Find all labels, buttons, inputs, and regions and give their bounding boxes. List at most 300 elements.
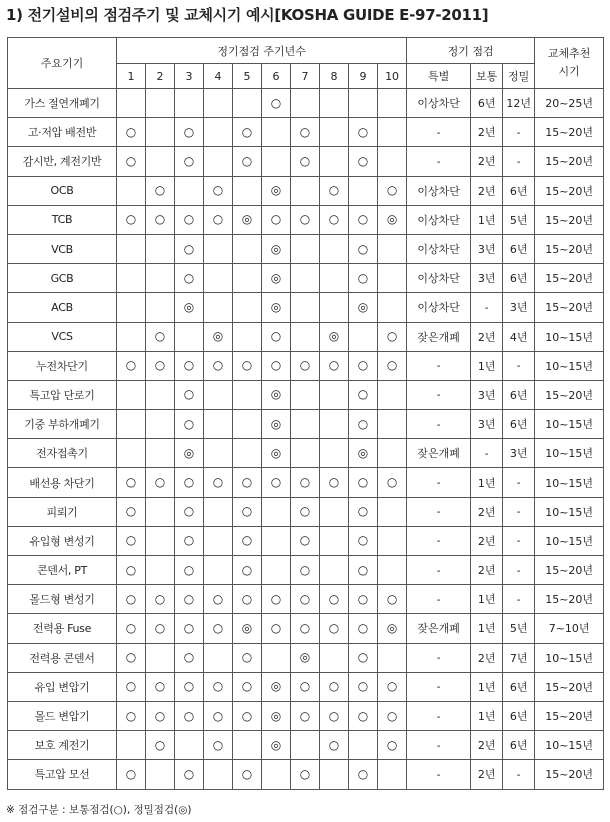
cycle-cell-year-1 [117,293,146,322]
inspection-mark: ◎ [299,650,311,665]
inspection-mark: ○ [299,504,311,519]
equipment-name: 콘덴서, PT [8,556,117,585]
header-main-equipment: 주요기기 [8,38,117,89]
normal-inspection: 2년 [471,643,503,672]
special-inspection: - [407,410,471,439]
cycle-cell-year-3 [175,351,204,380]
special-inspection: - [407,760,471,789]
inspection-mark: ○ [299,212,311,227]
replacement-period: 10~15년 [535,731,604,760]
replacement-period: 10~15년 [535,439,604,468]
cycle-cell-year-7 [291,118,320,147]
inspection-mark: ○ [328,358,340,373]
cycle-cell-year-5 [233,322,262,351]
equipment-name: 보호 계전기 [8,731,117,760]
table-row [8,643,604,672]
cycle-cell-year-7 [291,439,320,468]
equipment-name: 전력용 콘덴서 [8,643,117,672]
cycle-cell-year-1 [117,556,146,585]
special-inspection: - [407,701,471,730]
inspection-mark: ○ [212,679,224,694]
cycle-cell-year-7 [291,497,320,526]
replacement-period: 15~20년 [535,556,604,585]
cycle-cell-year-6 [262,234,291,263]
header-year-2: 2 [146,64,175,89]
equipment-name: 누전차단기 [8,351,117,380]
header-precise: 정밀 [503,64,535,89]
inspection-mark: ○ [328,183,340,198]
cycle-cell-year-3 [175,497,204,526]
cycle-cell-year-10 [378,497,407,526]
inspection-mark: ○ [328,591,340,606]
cycle-cell-year-2 [146,118,175,147]
cycle-cell-year-8 [320,176,349,205]
cycle-cell-year-7 [291,760,320,789]
replacement-period: 10~15년 [535,410,604,439]
header-inspection-cycle: 정기점검 주기년수 [117,38,407,64]
inspection-mark: ○ [212,212,224,227]
cycle-cell-year-10 [378,468,407,497]
cycle-cell-year-9 [349,410,378,439]
cycle-cell-year-4 [204,118,233,147]
cycle-cell-year-4 [204,410,233,439]
special-inspection: - [407,526,471,555]
cycle-cell-year-7 [291,556,320,585]
inspection-mark: ○ [357,562,369,577]
inspection-mark: ○ [183,533,195,548]
cycle-cell-year-10 [378,614,407,643]
header-year-10: 10 [378,64,407,89]
cycle-cell-year-5 [233,585,262,614]
inspection-mark: ○ [154,358,166,373]
cycle-cell-year-7 [291,410,320,439]
equipment-name: TCB [8,205,117,234]
cycle-cell-year-9 [349,147,378,176]
cycle-cell-year-1 [117,585,146,614]
cycle-cell-year-6 [262,351,291,380]
cycle-cell-year-5 [233,293,262,322]
inspection-mark: ○ [241,766,253,781]
table-row [8,585,604,614]
cycle-cell-year-10 [378,322,407,351]
normal-inspection: - [471,293,503,322]
cycle-cell-year-7 [291,526,320,555]
inspection-mark: ○ [183,504,195,519]
cycle-cell-year-6 [262,89,291,118]
cycle-cell-year-8 [320,264,349,293]
inspection-mark: ○ [183,358,195,373]
header-year-8: 8 [320,64,349,89]
special-inspection: 이상차단 [407,205,471,234]
precise-inspection: - [503,585,535,614]
cycle-cell-year-10 [378,234,407,263]
cycle-cell-year-9 [349,205,378,234]
cycle-cell-year-6 [262,585,291,614]
table-row [8,176,604,205]
inspection-mark: ○ [212,620,224,635]
inspection-mark: ○ [183,650,195,665]
cycle-cell-year-1 [117,176,146,205]
equipment-name: VCB [8,234,117,263]
inspection-mark: ○ [270,475,282,490]
cycle-cell-year-7 [291,351,320,380]
precise-inspection: 4년 [503,322,535,351]
replacement-period: 15~20년 [535,701,604,730]
cycle-cell-year-2 [146,701,175,730]
inspection-mark: ○ [357,650,369,665]
precise-inspection: - [503,468,535,497]
cycle-cell-year-5 [233,351,262,380]
cycle-cell-year-4 [204,701,233,730]
inspection-mark: ○ [183,153,195,168]
inspection-mark: ○ [154,737,166,752]
inspection-mark: ○ [270,358,282,373]
normal-inspection: 2년 [471,322,503,351]
cycle-cell-year-9 [349,264,378,293]
cycle-cell-year-9 [349,439,378,468]
cycle-cell-year-7 [291,672,320,701]
replacement-period: 15~20년 [535,585,604,614]
inspection-mark: ○ [212,475,224,490]
cycle-cell-year-6 [262,760,291,789]
inspection-mark: ○ [299,475,311,490]
table-row [8,380,604,409]
inspection-mark: ○ [212,358,224,373]
precise-inspection: - [503,760,535,789]
inspection-mark: ○ [183,241,195,256]
cycle-cell-year-8 [320,234,349,263]
cycle-cell-year-7 [291,468,320,497]
cycle-cell-year-2 [146,643,175,672]
cycle-cell-year-6 [262,380,291,409]
inspection-mark: ○ [241,650,253,665]
inspection-mark: ○ [357,679,369,694]
cycle-cell-year-9 [349,556,378,585]
cycle-cell-year-5 [233,731,262,760]
cycle-cell-year-4 [204,526,233,555]
cycle-cell-year-3 [175,526,204,555]
table-row [8,672,604,701]
cycle-cell-year-6 [262,439,291,468]
cycle-cell-year-4 [204,147,233,176]
cycle-cell-year-1 [117,380,146,409]
special-inspection: 잦은개폐 [407,614,471,643]
precise-inspection: 6년 [503,264,535,293]
table-row [8,439,604,468]
inspection-mark: ○ [357,620,369,635]
inspection-mark: ◎ [270,708,282,723]
normal-inspection: 1년 [471,351,503,380]
cycle-cell-year-4 [204,672,233,701]
special-inspection: - [407,643,471,672]
inspection-mark: ○ [357,358,369,373]
equipment-name: VCS [8,322,117,351]
cycle-cell-year-5 [233,439,262,468]
cycle-cell-year-5 [233,118,262,147]
cycle-cell-year-8 [320,380,349,409]
cycle-cell-year-3 [175,322,204,351]
normal-inspection: 2년 [471,497,503,526]
cycle-cell-year-2 [146,497,175,526]
equipment-name: 특고압 모선 [8,760,117,789]
cycle-cell-year-4 [204,585,233,614]
cycle-cell-year-3 [175,643,204,672]
cycle-cell-year-9 [349,526,378,555]
inspection-mark: ◎ [212,329,224,344]
inspection-mark: ○ [299,708,311,723]
precise-inspection: 7년 [503,643,535,672]
cycle-cell-year-1 [117,614,146,643]
cycle-cell-year-8 [320,731,349,760]
cycle-cell-year-2 [146,380,175,409]
cycle-cell-year-6 [262,293,291,322]
inspection-mark: ○ [154,620,166,635]
precise-inspection: - [503,147,535,176]
special-inspection: - [407,380,471,409]
cycle-cell-year-4 [204,614,233,643]
inspection-mark: ◎ [357,299,369,314]
cycle-cell-year-7 [291,585,320,614]
inspection-mark: ◎ [241,212,253,227]
precise-inspection: 6년 [503,234,535,263]
special-inspection: 이상차단 [407,176,471,205]
special-inspection: - [407,468,471,497]
replacement-period: 15~20년 [535,264,604,293]
cycle-cell-year-10 [378,264,407,293]
inspection-mark: ○ [270,329,282,344]
cycle-cell-year-10 [378,701,407,730]
inspection-mark: ○ [183,212,195,227]
inspection-mark: ◎ [270,387,282,402]
inspection-mark: ○ [154,708,166,723]
cycle-cell-year-8 [320,556,349,585]
cycle-cell-year-6 [262,614,291,643]
inspection-mark: ○ [386,591,398,606]
cycle-cell-year-1 [117,468,146,497]
inspection-mark: ○ [241,475,253,490]
cycle-cell-year-3 [175,556,204,585]
inspection-mark: ◎ [183,299,195,314]
inspection-mark: ○ [357,591,369,606]
table-row [8,293,604,322]
cycle-cell-year-4 [204,351,233,380]
cycle-cell-year-8 [320,672,349,701]
inspection-mark: ○ [125,679,137,694]
cycle-cell-year-6 [262,731,291,760]
table-row [8,701,604,730]
cycle-cell-year-9 [349,672,378,701]
cycle-cell-year-5 [233,672,262,701]
cycle-cell-year-8 [320,760,349,789]
inspection-table [7,37,604,790]
normal-inspection: 2년 [471,556,503,585]
normal-inspection: 2년 [471,760,503,789]
cycle-cell-year-2 [146,410,175,439]
cycle-cell-year-2 [146,760,175,789]
cycle-cell-year-2 [146,89,175,118]
table-row [8,760,604,789]
cycle-cell-year-2 [146,439,175,468]
inspection-mark: ○ [183,270,195,285]
inspection-mark: ○ [183,387,195,402]
precise-inspection: 6년 [503,701,535,730]
inspection-mark: ○ [125,504,137,519]
cycle-cell-year-1 [117,89,146,118]
precise-inspection: 6년 [503,731,535,760]
special-inspection: 이상차단 [407,264,471,293]
inspection-mark: ○ [328,212,340,227]
table-row [8,118,604,147]
inspection-mark: ○ [183,416,195,431]
normal-inspection: 3년 [471,380,503,409]
cycle-cell-year-2 [146,731,175,760]
cycle-cell-year-6 [262,701,291,730]
inspection-mark: ○ [299,591,311,606]
cycle-cell-year-10 [378,147,407,176]
cycle-cell-year-9 [349,293,378,322]
equipment-name: 유입형 변성기 [8,526,117,555]
cycle-cell-year-6 [262,643,291,672]
precise-inspection: 5년 [503,205,535,234]
cycle-cell-year-7 [291,147,320,176]
inspection-mark: ○ [328,708,340,723]
normal-inspection: 6년 [471,89,503,118]
cycle-cell-year-10 [378,293,407,322]
cycle-cell-year-10 [378,410,407,439]
special-inspection: - [407,118,471,147]
cycle-cell-year-10 [378,205,407,234]
inspection-mark: ○ [386,708,398,723]
normal-inspection: 1년 [471,205,503,234]
cycle-cell-year-10 [378,585,407,614]
cycle-cell-year-4 [204,468,233,497]
inspection-mark: ○ [357,533,369,548]
inspection-mark: ○ [183,708,195,723]
cycle-cell-year-1 [117,147,146,176]
equipment-name: GCB [8,264,117,293]
header-year-3: 3 [175,64,204,89]
cycle-cell-year-6 [262,176,291,205]
cycle-cell-year-5 [233,410,262,439]
cycle-cell-year-6 [262,118,291,147]
cycle-cell-year-2 [146,351,175,380]
inspection-mark: ○ [357,124,369,139]
table-row [8,205,604,234]
cycle-cell-year-8 [320,89,349,118]
table-row [8,731,604,760]
cycle-cell-year-7 [291,205,320,234]
header-year-9: 9 [349,64,378,89]
precise-inspection: 3년 [503,439,535,468]
cycle-cell-year-8 [320,410,349,439]
inspection-mark: ○ [154,329,166,344]
equipment-name: 기중 부하개폐기 [8,410,117,439]
cycle-cell-year-1 [117,672,146,701]
cycle-cell-year-9 [349,234,378,263]
inspection-mark: ○ [125,766,137,781]
precise-inspection: - [503,526,535,555]
special-inspection: - [407,672,471,701]
normal-inspection: - [471,439,503,468]
inspection-mark: ○ [241,679,253,694]
precise-inspection: 12년 [503,89,535,118]
equipment-name: 유입 변압기 [8,672,117,701]
precise-inspection: 3년 [503,293,535,322]
inspection-mark: ○ [386,183,398,198]
header-normal: 보통 [471,64,503,89]
table-row [8,351,604,380]
special-inspection: - [407,147,471,176]
inspection-mark: ◎ [270,679,282,694]
inspection-mark: ◎ [270,416,282,431]
cycle-cell-year-8 [320,468,349,497]
cycle-cell-year-10 [378,731,407,760]
cycle-cell-year-4 [204,176,233,205]
cycle-cell-year-1 [117,234,146,263]
cycle-cell-year-4 [204,205,233,234]
special-inspection: 이상차단 [407,234,471,263]
inspection-mark: ○ [386,737,398,752]
cycle-cell-year-5 [233,176,262,205]
cycle-cell-year-7 [291,234,320,263]
cycle-cell-year-3 [175,205,204,234]
cycle-cell-year-9 [349,351,378,380]
table-row [8,497,604,526]
inspection-mark: ◎ [386,620,398,635]
inspection-mark: ○ [299,533,311,548]
cycle-cell-year-5 [233,497,262,526]
table-row [8,556,604,585]
inspection-mark: ○ [125,153,137,168]
inspection-mark: ○ [270,620,282,635]
equipment-name: OCB [8,176,117,205]
cycle-cell-year-8 [320,205,349,234]
inspection-mark: ○ [183,679,195,694]
cycle-cell-year-8 [320,293,349,322]
inspection-mark: ○ [154,183,166,198]
inspection-mark: ○ [125,533,137,548]
cycle-cell-year-7 [291,322,320,351]
cycle-cell-year-3 [175,439,204,468]
inspection-mark: ○ [212,737,224,752]
precise-inspection: - [503,118,535,147]
cycle-cell-year-2 [146,176,175,205]
header-year-7: 7 [291,64,320,89]
normal-inspection: 2년 [471,176,503,205]
cycle-cell-year-3 [175,468,204,497]
replacement-period: 15~20년 [535,147,604,176]
special-inspection: 이상차단 [407,89,471,118]
equipment-name: ACB [8,293,117,322]
cycle-cell-year-9 [349,176,378,205]
inspection-mark: ○ [357,475,369,490]
cycle-cell-year-3 [175,176,204,205]
replacement-period: 15~20년 [535,118,604,147]
cycle-cell-year-10 [378,89,407,118]
cycle-cell-year-6 [262,322,291,351]
inspection-mark: ○ [299,620,311,635]
cycle-cell-year-9 [349,89,378,118]
normal-inspection: 1년 [471,585,503,614]
normal-inspection: 3년 [471,264,503,293]
inspection-mark: ○ [183,124,195,139]
normal-inspection: 2년 [471,147,503,176]
cycle-cell-year-10 [378,643,407,672]
inspection-mark: ◎ [270,270,282,285]
inspection-mark: ○ [125,212,137,227]
header-regular-inspection: 정기 점검 [407,38,535,64]
inspection-mark: ○ [357,766,369,781]
